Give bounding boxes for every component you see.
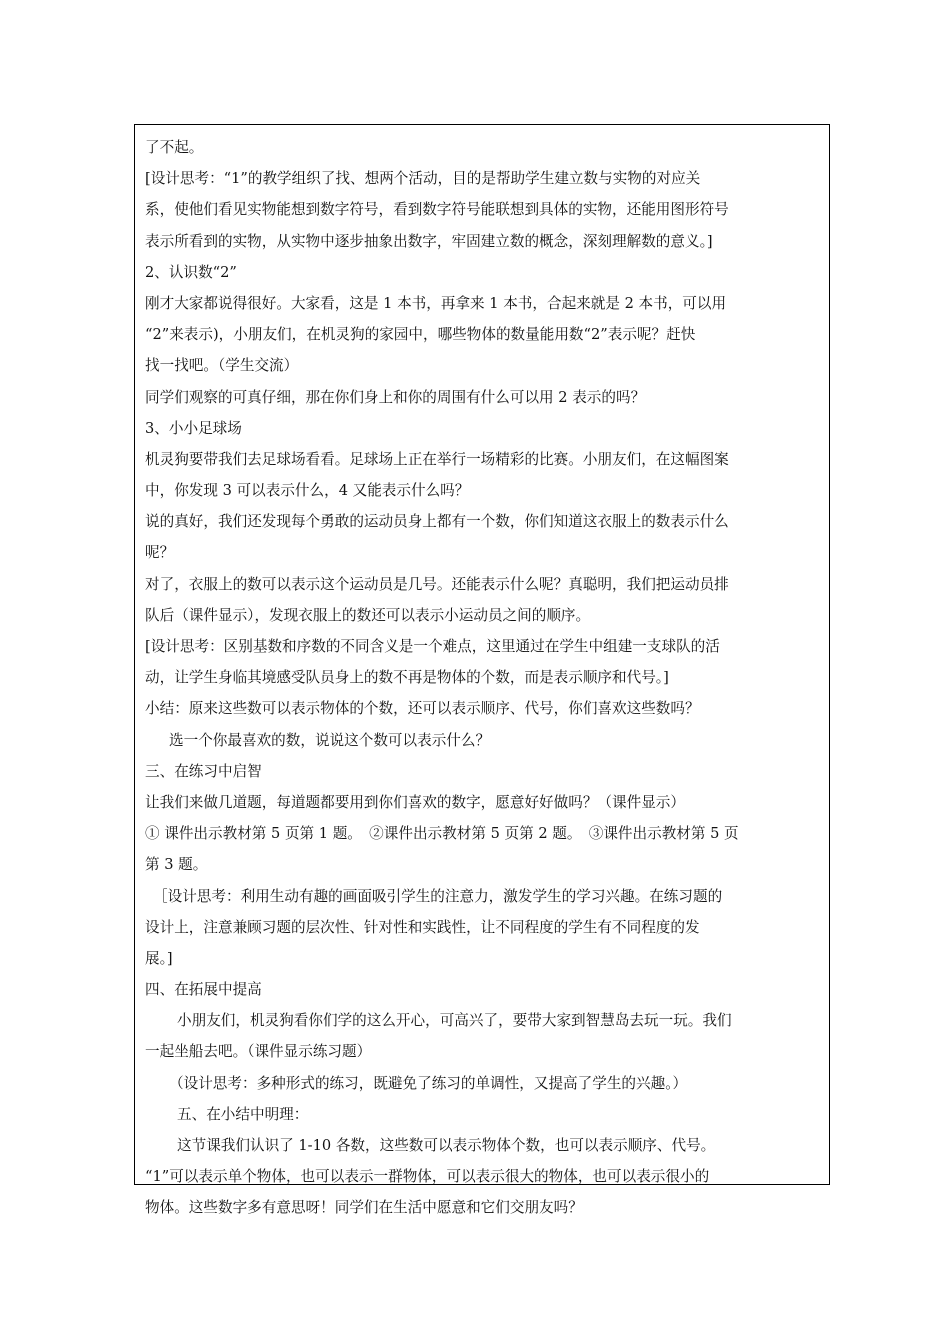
paragraph-line: “1”可以表示单个物体，也可以表示一群物体，可以表示很大的物体，也可以表示很小的	[145, 1168, 710, 1186]
paragraph-line: 对了，衣服上的数可以表示这个运动员是几号。还能表示什么呢？真聪明，我们把运动员排	[145, 575, 729, 593]
exercise-list-line: 第 3 题。	[145, 856, 208, 874]
design-note-line: （设计思考：多种形式的练习，既避免了练习的单调性，又提高了学生的兴趣。）	[169, 1074, 688, 1092]
section-heading: 三、在练习中启智	[145, 762, 262, 780]
section-heading: 3、小小足球场	[145, 419, 242, 437]
paragraph-line: 物体。这些数字多有意思呀！同学们在生活中愿意和它们交朋友吗？	[145, 1199, 583, 1217]
paragraph-line: 中，你发现 3 可以表示什么，4 又能表示什么吗？	[145, 482, 470, 500]
section-heading: 2、认识数“2”	[145, 263, 237, 281]
design-note-line: 表示所看到的实物，从实物中逐步抽象出数字，牢固建立数的概念，深刻理解数的意义。]	[145, 232, 713, 250]
exercise-list-line: ① 课件出示教材第 5 页第 1 题。 ②课件出示教材第 5 页第 2 题。 ③课件出示教材第 5 页	[145, 825, 739, 843]
paragraph-line: 呢？	[145, 544, 175, 562]
design-note-line: 动，让学生身临其境感受队员身上的数不再是物体的个数，而是表示顺序和代号。]	[145, 669, 669, 687]
paragraph-line: 这节课我们认识了 1-10 各数，这些数可以表示物体个数，也可以表示顺序、代号。	[177, 1137, 716, 1154]
section-heading: 五、在小结中明理：	[177, 1105, 309, 1123]
paragraph-line: 一起坐船去吧。（课件显示练习题）	[145, 1043, 372, 1061]
paragraph-line: 机灵狗要带我们去足球场看看。足球场上正在举行一场精彩的比赛。小朋友们，在这幅图案	[145, 450, 729, 468]
design-note-line: 设计上，注意兼顾习题的层次性、针对性和实践性，让不同程度的学生有不同程度的发	[145, 918, 700, 936]
paragraph-line: 找一找吧。（学生交流）	[145, 357, 299, 375]
design-note-line: [设计思考：“1”的教学组织了找、想两个活动，目的是帮助学生建立数与实物的对应关	[145, 170, 701, 188]
section-heading: 四、在拓展中提高	[145, 981, 262, 999]
paragraph-line: 选一个你最喜欢的数，说说这个数可以表示什么？	[169, 731, 491, 749]
document-body	[145, 132, 821, 1224]
paragraph-line: 说的真好，我们还发现每个勇敢的运动员身上都有一个数，你们知道这衣服上的数表示什么	[145, 513, 729, 531]
design-note-line: ［设计思考：利用生动有趣的画面吸引学生的注意力，激发学生的学习兴趣。在练习题的	[153, 887, 723, 905]
design-note-line: 系，使他们看见实物能想到数字符号，看到数字符号能联想到具体的实物，还能用图形符号	[145, 201, 729, 219]
paragraph-line: 同学们观察的可真仔细，那在你们身上和你的周围有什么可以用 2 表示的吗？	[145, 388, 646, 406]
paragraph-line: “2”来表示)，小朋友们，在机灵狗的家园中，哪些物体的数量能用数“2”表示呢？赶快	[145, 326, 696, 344]
design-note-line: [设计思考：区别基数和序数的不同含义是一个难点，这里通过在学生中组建一支球队的活	[145, 638, 720, 655]
design-note-line: 展。]	[145, 949, 173, 967]
document-table-cell	[134, 124, 830, 1217]
paragraph-line: 刚才大家都说得很好。大家看，这是 1 本书，再拿来 1 本书，合起来就是 2 本书，可以用	[145, 294, 727, 312]
paragraph-line: 小朋友们，机灵狗看你们学的这么开心，可高兴了，要带大家到智慧岛去玩一玩。我们	[177, 1012, 732, 1030]
paragraph-line: 队后（课件显示），发现衣服上的数还可以表示小运动员之间的顺序。	[145, 606, 591, 624]
summary-line: 小结：原来这些数可以表示物体的个数，还可以表示顺序、代号，你们喜欢这些数吗？	[145, 700, 700, 718]
paragraph-line: 让我们来做几道题，每道题都要用到你们喜欢的数字，愿意好好做吗？（课件显示）	[145, 793, 685, 811]
paragraph-line: 了不起。	[145, 139, 204, 156]
